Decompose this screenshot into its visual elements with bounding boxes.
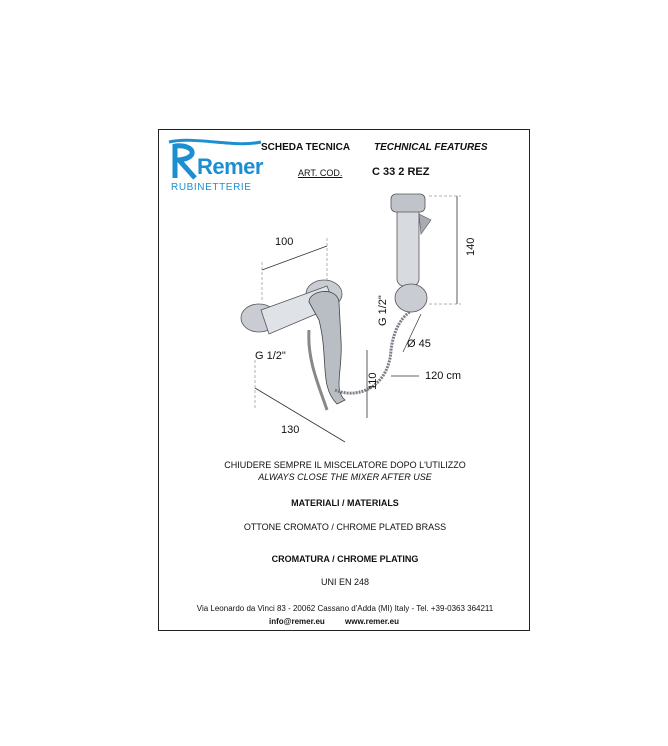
technical-sheet xyxy=(158,129,530,631)
dim-label-inlet: G 1/2" xyxy=(255,350,286,362)
materials-value: OTTONE CROMATO / CHROME PLATED BRASS xyxy=(243,522,447,532)
footer-email[interactable]: info@remer.eu xyxy=(269,617,325,626)
dim-label-100: 100 xyxy=(275,236,294,248)
hand-shower xyxy=(397,200,419,286)
dim-label-diameter: Ø 45 xyxy=(407,338,431,350)
mixer-lever xyxy=(309,291,345,404)
dim-line-100 xyxy=(262,246,327,270)
note-italian: CHIUDERE SEMPRE IL MISCELATORE DOPO L'UTILIZZO xyxy=(224,460,466,470)
product-drawing xyxy=(159,190,531,450)
note-english: ALWAYS CLOSE THE MIXER AFTER USE xyxy=(258,472,432,482)
dim-label-hose: 120 cm xyxy=(425,370,462,382)
footer-address: Via Leonardo da Vinci 83 - 20062 Cassano d'Adda (MI) Italy - Tel. +39-0363 364211 xyxy=(196,604,494,613)
dim-label-holder-thread: G 1/2" xyxy=(377,295,389,326)
dim-label-140: 140 xyxy=(465,237,477,256)
plating-value: UNI EN 248 xyxy=(320,577,370,587)
materials-title: MATERIALI / MATERIALS xyxy=(291,498,399,508)
art-code-value: C 33 2 REZ xyxy=(372,166,430,178)
logo-subtitle: RUBINETTERIE xyxy=(171,182,252,193)
title-english: TECHNICAL FEATURES xyxy=(374,142,488,153)
shower-holder xyxy=(395,284,427,312)
dim-label-130: 130 xyxy=(281,424,300,436)
plating-title: CROMATURA / CHROME PLATING xyxy=(271,554,419,564)
dim-label-110: 110 xyxy=(367,372,379,390)
title-italian: SCHEDA TECNICA xyxy=(261,142,351,153)
trigger-icon xyxy=(419,214,431,234)
brand-logo xyxy=(165,138,265,196)
footer-website[interactable]: www.remer.eu xyxy=(345,617,399,626)
hand-shower-head xyxy=(391,194,425,212)
logo-word: Remer xyxy=(197,154,263,179)
art-code-label: ART. COD. xyxy=(298,168,343,178)
